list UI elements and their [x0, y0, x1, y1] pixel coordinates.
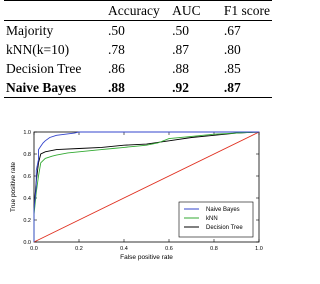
y-tick-label: 0.8: [23, 152, 31, 158]
table-cell: .86: [107, 60, 125, 76]
table-row: [4, 40, 272, 59]
table-cell: .50: [107, 22, 125, 38]
table-header-row: [4, 1, 272, 21]
plot-area: [23, 130, 262, 252]
x-axis-label: False positive rate: [120, 254, 173, 261]
results-table: [4, 0, 272, 98]
y-tick-label: 0.2: [23, 218, 31, 224]
y-tick-label: 0.0: [23, 240, 31, 246]
table-cell: .50: [172, 22, 189, 38]
table-row: [4, 21, 272, 41]
row-label: Decision Tree: [6, 60, 82, 76]
x-tick-label: 0.6: [165, 246, 173, 252]
row-label: Majority: [6, 22, 54, 38]
legend-label: Decision Tree: [206, 225, 243, 231]
roc-chart: [0, 120, 275, 284]
legend-label: Naive Bayes: [206, 207, 240, 213]
table-cell: .85: [223, 60, 241, 76]
y-axis-label: True positive rate: [10, 162, 17, 212]
table-cell: .67: [223, 22, 241, 38]
table-cell: .87: [223, 79, 241, 95]
table-cell: .88: [172, 60, 189, 76]
x-tick-label: 0.2: [75, 246, 83, 252]
x-tick-label: 0.4: [120, 246, 128, 252]
legend-label: kNN: [206, 216, 218, 222]
table-header-cell: AUC: [172, 2, 201, 18]
table-row-highlighted: [4, 78, 272, 98]
x-tick-label: 0.0: [30, 246, 38, 252]
table-header-cell: F1 score: [223, 2, 270, 18]
y-tick-label: 0.4: [23, 196, 31, 202]
y-tick-label: 0.6: [23, 174, 31, 180]
x-tick-label: 0.8: [210, 246, 218, 252]
x-tick-label: 1.0: [255, 246, 263, 252]
table-cell: .78: [107, 41, 125, 57]
table-cell: .80: [223, 41, 241, 57]
table-cell: .88: [107, 79, 125, 95]
y-tick-label: 1.0: [23, 130, 31, 136]
table-header-cell: [4, 1, 106, 21]
table-cell: .92: [172, 79, 189, 95]
row-label: Naive Bayes: [6, 79, 77, 95]
row-label: kNN(k=10): [6, 41, 70, 57]
table-cell: .87: [172, 41, 189, 57]
table-row: [4, 59, 272, 78]
table-header-cell: Accuracy: [107, 2, 160, 18]
